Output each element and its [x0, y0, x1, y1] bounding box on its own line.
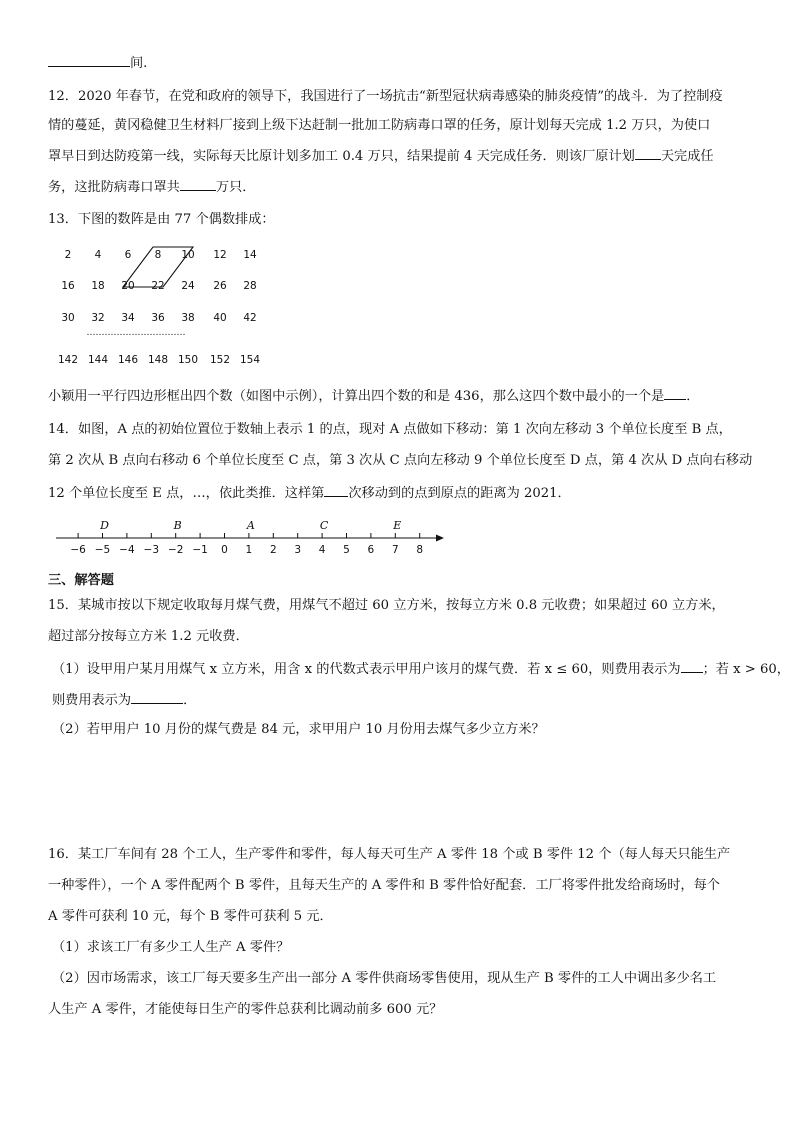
array-number: 16 [61, 280, 75, 292]
q12-total-blank[interactable] [180, 176, 216, 191]
array-number: 154 [239, 354, 261, 366]
array-number: 148 [147, 354, 169, 366]
array-number: 34 [121, 312, 135, 324]
array-number: 2 [64, 249, 72, 261]
q12-line3: 罩早日到达防疫第一线，实际每天比原计划多加工 0.4 万只，结果提前 4 天完成任务．则该厂原计划 天完成任 [48, 145, 758, 167]
array-number: 28 [243, 280, 257, 292]
q12-line1: 12．2020 年春节，在党和政府的领导下，我国进行了一场抗击“新型冠状病毒感染的肺炎疫情”的战斗．为了控制疫 [48, 89, 723, 104]
array-number: 8 [154, 249, 162, 261]
q14-line2: 第 2 次从 B 点向右移动 6 个单位长度至 C 点，第 3 次从 C 点向左移动 9 个单位长度至 D 点，第 4 次从 D 点向右移动 [48, 453, 753, 468]
array-number: 146 [117, 354, 139, 366]
array-number: 42 [243, 312, 257, 324]
axis-tick-label: −3 [143, 544, 160, 556]
q13-answer-blank[interactable] [664, 385, 686, 400]
q15-blank-2[interactable] [131, 689, 183, 704]
array-number: 40 [213, 312, 227, 324]
q14-line1: 14．如图，A 点的初始位置位于数轴上表示 1 的点，现对 A 点做如下移动：第 1 次向左移动 3 个单位长度至 B 点， [48, 422, 732, 437]
q11-answer-blank[interactable] [48, 52, 130, 67]
array-number: 142 [57, 354, 79, 366]
q14-answer-blank[interactable] [324, 482, 348, 497]
q15-line2: 超过部分按每立方米 1.2 元收费． [48, 629, 249, 644]
array-number: 22 [151, 280, 165, 292]
q13-stem: 13．下图的数阵是由 77 个偶数排成： [48, 212, 275, 227]
array-number: 24 [181, 280, 195, 292]
axis-tick-label: 2 [269, 544, 277, 556]
array-number: 6 [124, 249, 132, 261]
even-number-array [40, 238, 300, 373]
axis-point-A: A [246, 519, 255, 532]
array-number: 26 [213, 280, 227, 292]
array-number: 36 [151, 312, 165, 324]
array-ellipsis: …………………………… [86, 328, 186, 338]
axis-tick-label: 3 [294, 544, 302, 556]
section-title: 三、解答题 [48, 573, 114, 588]
axis-tick-label: −4 [119, 544, 135, 556]
axis-point-D: D [100, 519, 109, 532]
q12-days-blank[interactable] [635, 145, 661, 160]
q11-tail: 间. [48, 52, 758, 74]
array-number: 30 [61, 312, 75, 324]
q15-line1: 15．某城市按以下规定收取每月煤气费，用煤气不超过 60 立方米，按每立方米 0.8 元收费；如果超过 60 立方米， [48, 598, 725, 613]
q16-sub2-line1: （2）因市场需求，该工厂每天要多生产出一部分 A 零件供商场零售使用，现从生产 B 零件的工人中调出多少名工 [52, 971, 717, 986]
number-line [56, 516, 446, 558]
axis-tick-label: 5 [343, 544, 350, 556]
axis-tick-label: 4 [318, 544, 326, 556]
q16-line3: A 零件可获利 10 元，每个 B 零件可获利 5 元． [48, 909, 333, 924]
axis-tick-label: −5 [94, 544, 111, 556]
q16-line2: 一种零件），一个 A 零件配两个 B 零件，且每天生产的 A 零件和 B 零件恰好配套．工厂将零件批发给商场时，每个 [48, 878, 720, 893]
axis-tick-label: −2 [167, 544, 184, 556]
axis-tick-label: −6 [70, 544, 86, 556]
q15-sub2: （2）若甲用户 10 月份的煤气费是 84 元，求甲用户 10 月份用去煤气多少立方米？ [52, 722, 545, 737]
array-number: 150 [177, 354, 199, 366]
array-number: 152 [209, 354, 231, 366]
axis-point-C: C [319, 519, 329, 532]
q12-line2: 情的蔓延，黄冈稳健卫生材料厂接到上级下达赶制一批加工防病毒口罩的任务，原计划每天完成 1.2 万只，为使口 [48, 118, 711, 133]
array-number: 20 [121, 280, 135, 292]
axis-tick-label: −1 [192, 544, 208, 556]
q16-sub1: （1）求该工厂有多少工人生产 A 零件？ [52, 940, 290, 955]
axis-point-B: B [173, 519, 182, 532]
q16-line1: 16．某工厂车间有 28 个工人，生产零件和零件，每人每天可生产 A 零件 18 个或 B 零件 12 个（每人每天只能生产 [48, 847, 731, 862]
array-number: 144 [87, 354, 109, 366]
axis-tick-label: 0 [221, 544, 228, 556]
array-number: 38 [181, 312, 195, 324]
q12-line4: 务，这批防病毒口罩共 万只． [48, 176, 758, 198]
q16-sub2-line2: 人生产 A 零件，才能使每日生产的零件总获利比调动前多 600 元？ [48, 1002, 443, 1017]
number-line-arrow [436, 535, 444, 542]
axis-tick-label: 1 [245, 544, 253, 556]
array-number: 14 [243, 249, 257, 261]
array-number: 10 [181, 249, 195, 261]
axis-tick-label: 8 [416, 544, 424, 556]
q15-sub1: （1）设甲用户某月用煤气 x 立方米，用含 x 的代数式表示甲用户该月的煤气费．若 x ≤ 60，则费用表示为 ；若 x > 60， [52, 658, 758, 680]
array-number: 32 [91, 312, 105, 324]
axis-tick-label: 6 [367, 544, 375, 556]
axis-point-E: E [393, 519, 402, 532]
array-number: 18 [91, 280, 105, 292]
q15-sub1-cont: 则费用表示为 ． [52, 689, 758, 711]
array-number: 12 [213, 249, 227, 261]
q14-line3: 12 个单位长度至 E 点，…，依此类推．这样第 次移动到的点到原点的距离为 2021． [48, 482, 758, 504]
array-number: 4 [94, 249, 102, 261]
q13-description: 小颖用一平行四边形框出四个数（如图中示例），计算出四个数的和是 436，那么这四个数中最小的一个是 ． [48, 385, 758, 407]
q15-blank-1[interactable] [681, 658, 703, 673]
axis-tick-label: 7 [391, 544, 399, 556]
